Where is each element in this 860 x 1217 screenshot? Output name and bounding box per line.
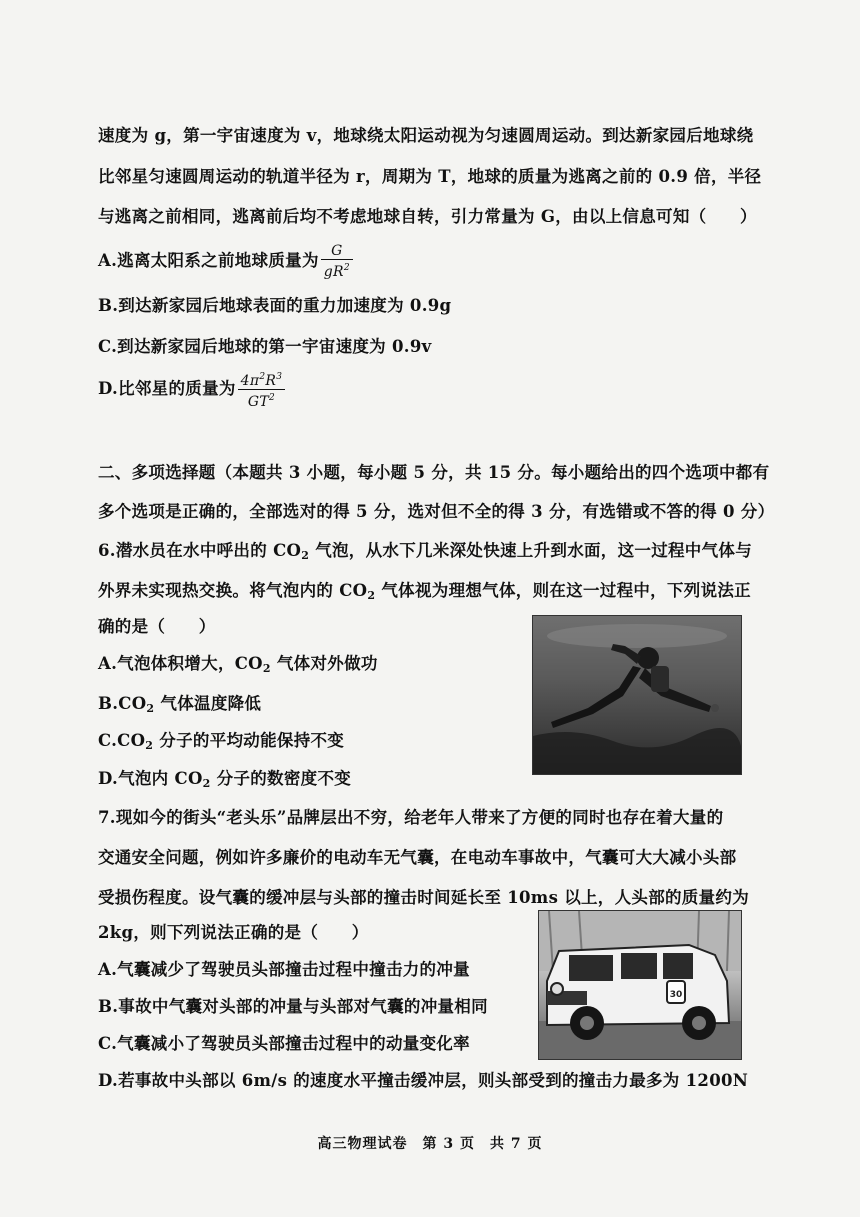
q6-stem-line-3: 确的是（ ） — [98, 617, 216, 636]
q6-a2: 气体对外做功 — [270, 654, 378, 673]
q5-option-d-num-exp1: 2 — [259, 372, 266, 382]
q6-b-subscript: 2 — [146, 702, 155, 715]
q5-option-a-numerator: G — [331, 243, 343, 259]
q5-option-a-text: A.逃离太阳系之前地球质量为 — [98, 251, 319, 270]
car-door-badge: 30 — [669, 990, 683, 1000]
q5-option-d-text: D.比邻星的质量为 — [98, 379, 236, 398]
q7-stem-line-4: 2kg，则下列说法正确的是（ ） — [98, 923, 369, 942]
q5-option-d-num-exp2: 3 — [276, 372, 283, 382]
car-photo — [538, 910, 742, 1060]
q7-stem-line-3: 受损伤程度。设气囊的缓冲层与头部的撞击时间延长至 10ms 以上，人头部的质量约为 — [98, 888, 749, 907]
q7-option-d: D.若事故中头部以 6m/s 的速度水平撞击缓冲层，则头部受到的撞击力最多为 1200N — [98, 1071, 749, 1090]
q5-option-d-den-exp: 2 — [269, 393, 276, 403]
section2-header-line-2: 多个选项是正确的，全部选对的得 5 分，选对但不全的得 3 分，有选错或不答的得 0 分） — [98, 502, 775, 521]
q5-option-a-fraction — [321, 243, 353, 280]
q5-option-a-denominator — [321, 259, 353, 280]
intro-line-1: 速度为 g，第一宇宙速度为 v，地球绕太阳运动视为匀速圆周运动。到达新家园后地球绕 — [98, 126, 754, 145]
q6-a-subscript: 2 — [262, 662, 271, 675]
q5-option-d-den-base: GT — [247, 394, 270, 410]
q5-option-b: B.到达新家园后地球表面的重力加速度为 0.9g — [98, 296, 452, 315]
q6-d-subscript: 2 — [202, 777, 211, 790]
intro-line-3: 与逃离之前相同，逃离前后均不考虑地球自转，引力常量为 G，由以上信息可知（ ） — [98, 207, 757, 226]
q7-option-b: B.事故中气囊对头部的冲量与头部对气囊的冲量相同 — [98, 997, 488, 1016]
q5-option-d-num-b: R — [265, 373, 277, 389]
q6-option-b — [98, 690, 261, 715]
q6-a1: A.气泡体积增大，CO — [98, 654, 263, 673]
q6-l1a: 6.潜水员在水中呼出的 CO — [98, 541, 302, 560]
section2-header-line-1: 二、多项选择题（本题共 3 小题，每小题 5 分，共 15 分。每小题给出的四个选项中都有 — [98, 463, 770, 482]
q6-stem-line-1 — [98, 537, 752, 562]
q6-c-subscript: 2 — [145, 739, 154, 752]
q6-c2: 分子的平均动能保持不变 — [153, 731, 345, 750]
q6-l2a: 外界未实现热交换。将气泡内的 CO — [98, 581, 368, 600]
q5-option-a — [98, 243, 353, 280]
diver-illustration — [533, 616, 741, 774]
q7-option-a: A.气囊减少了驾驶员头部撞击过程中撞击力的冲量 — [98, 960, 470, 979]
q6-option-d — [98, 765, 351, 790]
q6-stem-line-2 — [98, 577, 751, 602]
q7-option-c: C.气囊减小了驾驶员头部撞击过程中的动量变化率 — [98, 1034, 470, 1053]
q5-option-d-fraction — [238, 369, 286, 410]
q6-b1: B.CO — [98, 694, 147, 713]
q5-option-d-denominator — [238, 389, 286, 410]
q6-l1b: 气泡，从水下几米深处快速上升到水面，这一过程中气体与 — [309, 541, 753, 560]
diver-photo — [532, 615, 742, 775]
car-illustration — [539, 911, 741, 1059]
q7-stem-line-1: 7.现如今的街头“老头乐”品牌层出不穷，给老年人带来了方便的同时也存在着大量的 — [98, 808, 724, 827]
q5-option-d — [98, 369, 285, 410]
q6-d2: 分子的数密度不变 — [210, 769, 352, 788]
page-footer: 高三物理试卷 第 3 页 共 7 页 — [317, 1136, 543, 1152]
q7-stem-line-2: 交通安全问题，例如许多廉价的电动车无气囊，在电动车事故中，气囊可大大减小头部 — [98, 848, 737, 867]
q6-option-a — [98, 650, 378, 675]
q6-l1-subscript: 2 — [301, 549, 310, 562]
q5-option-a-den-base: gR — [323, 264, 344, 280]
q6-l2-subscript: 2 — [367, 589, 376, 602]
q5-option-d-num-a: 4π — [240, 373, 260, 389]
q6-b2: 气体温度降低 — [154, 694, 262, 713]
q5-option-c: C.到达新家园后地球的第一宇宙速度为 0.9v — [98, 337, 432, 356]
q5-option-a-den-exp: 2 — [343, 263, 350, 273]
q6-c1: C.CO — [98, 731, 146, 750]
q5-option-d-numerator — [238, 369, 286, 389]
q6-l2b: 气体视为理想气体，则在这一过程中，下列说法正 — [375, 581, 751, 600]
intro-line-2: 比邻星匀速圆周运动的轨道半径为 r，周期为 T，地球的质量为逃离之前的 0.9 倍，半径 — [98, 167, 762, 186]
q6-option-c — [98, 727, 344, 752]
q6-d1: D.气泡内 CO — [98, 769, 203, 788]
